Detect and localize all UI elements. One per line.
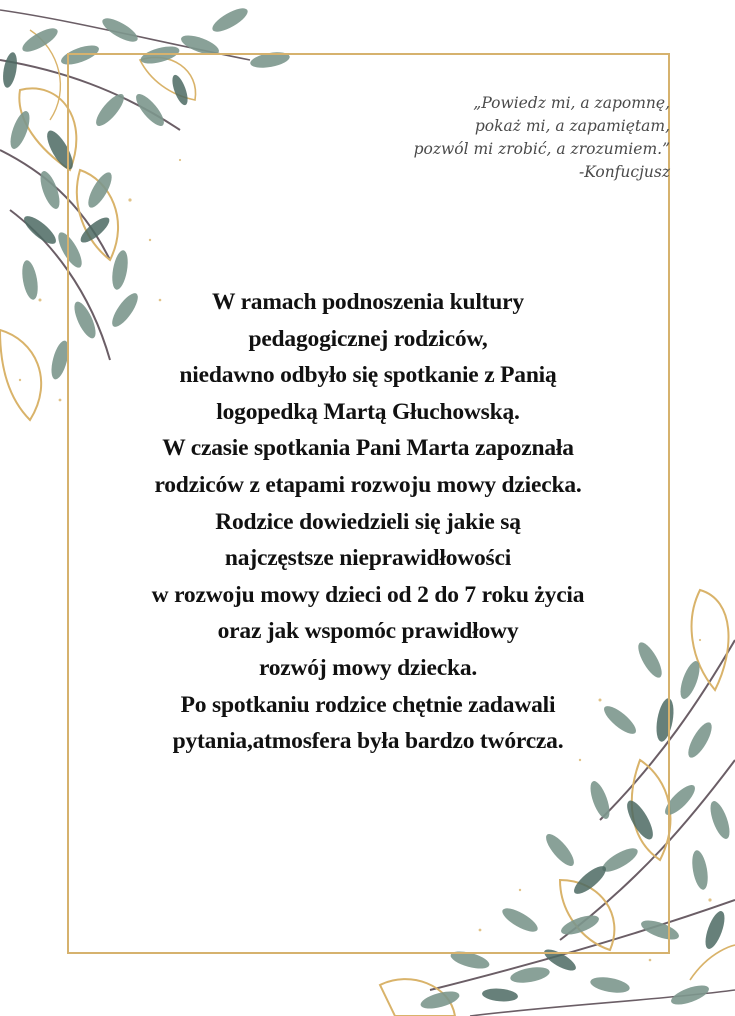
text-line: logopedką Martą Głuchowską. xyxy=(216,398,520,425)
quote-author: -Konfucjusz xyxy=(578,163,670,181)
text-line: rodziców z etapami rozwoju mowy dziecka. xyxy=(154,471,582,498)
quote-line: „Powiedz mi, a zapomnę, xyxy=(473,94,670,112)
text-line: rozwój mowy dziecka. xyxy=(258,654,478,681)
text-line: w rozwoju mowy dzieci od 2 do 7 roku życia xyxy=(151,581,585,608)
text-line: oraz jak wspomóc prawidłowy xyxy=(217,618,519,645)
text-line: najczęstsze nieprawidłowości xyxy=(224,545,512,572)
text-line: pytania,atmosfera była bardzo twórcza. xyxy=(172,728,564,755)
text-line: Rodzice dowiedzieli się jakie są xyxy=(215,508,521,535)
text-line: W czasie spotkania Pani Marta zapoznała xyxy=(162,435,574,462)
text-line: niedawno odbyło się spotkanie z Panią xyxy=(179,362,557,389)
text-line: pedagogicznej rodziców, xyxy=(248,325,488,352)
quote-block xyxy=(350,92,670,184)
text-line: W ramach podnoszenia kultury xyxy=(212,289,524,315)
quote-line: pozwól mi zrobić, a zrozumiem.” xyxy=(413,140,670,158)
quote-line: pokaż mi, a zapamiętam, xyxy=(474,117,670,135)
text-line: Po spotkaniu rodzice chętnie zadawali xyxy=(180,691,556,718)
announcement-text xyxy=(68,284,668,760)
